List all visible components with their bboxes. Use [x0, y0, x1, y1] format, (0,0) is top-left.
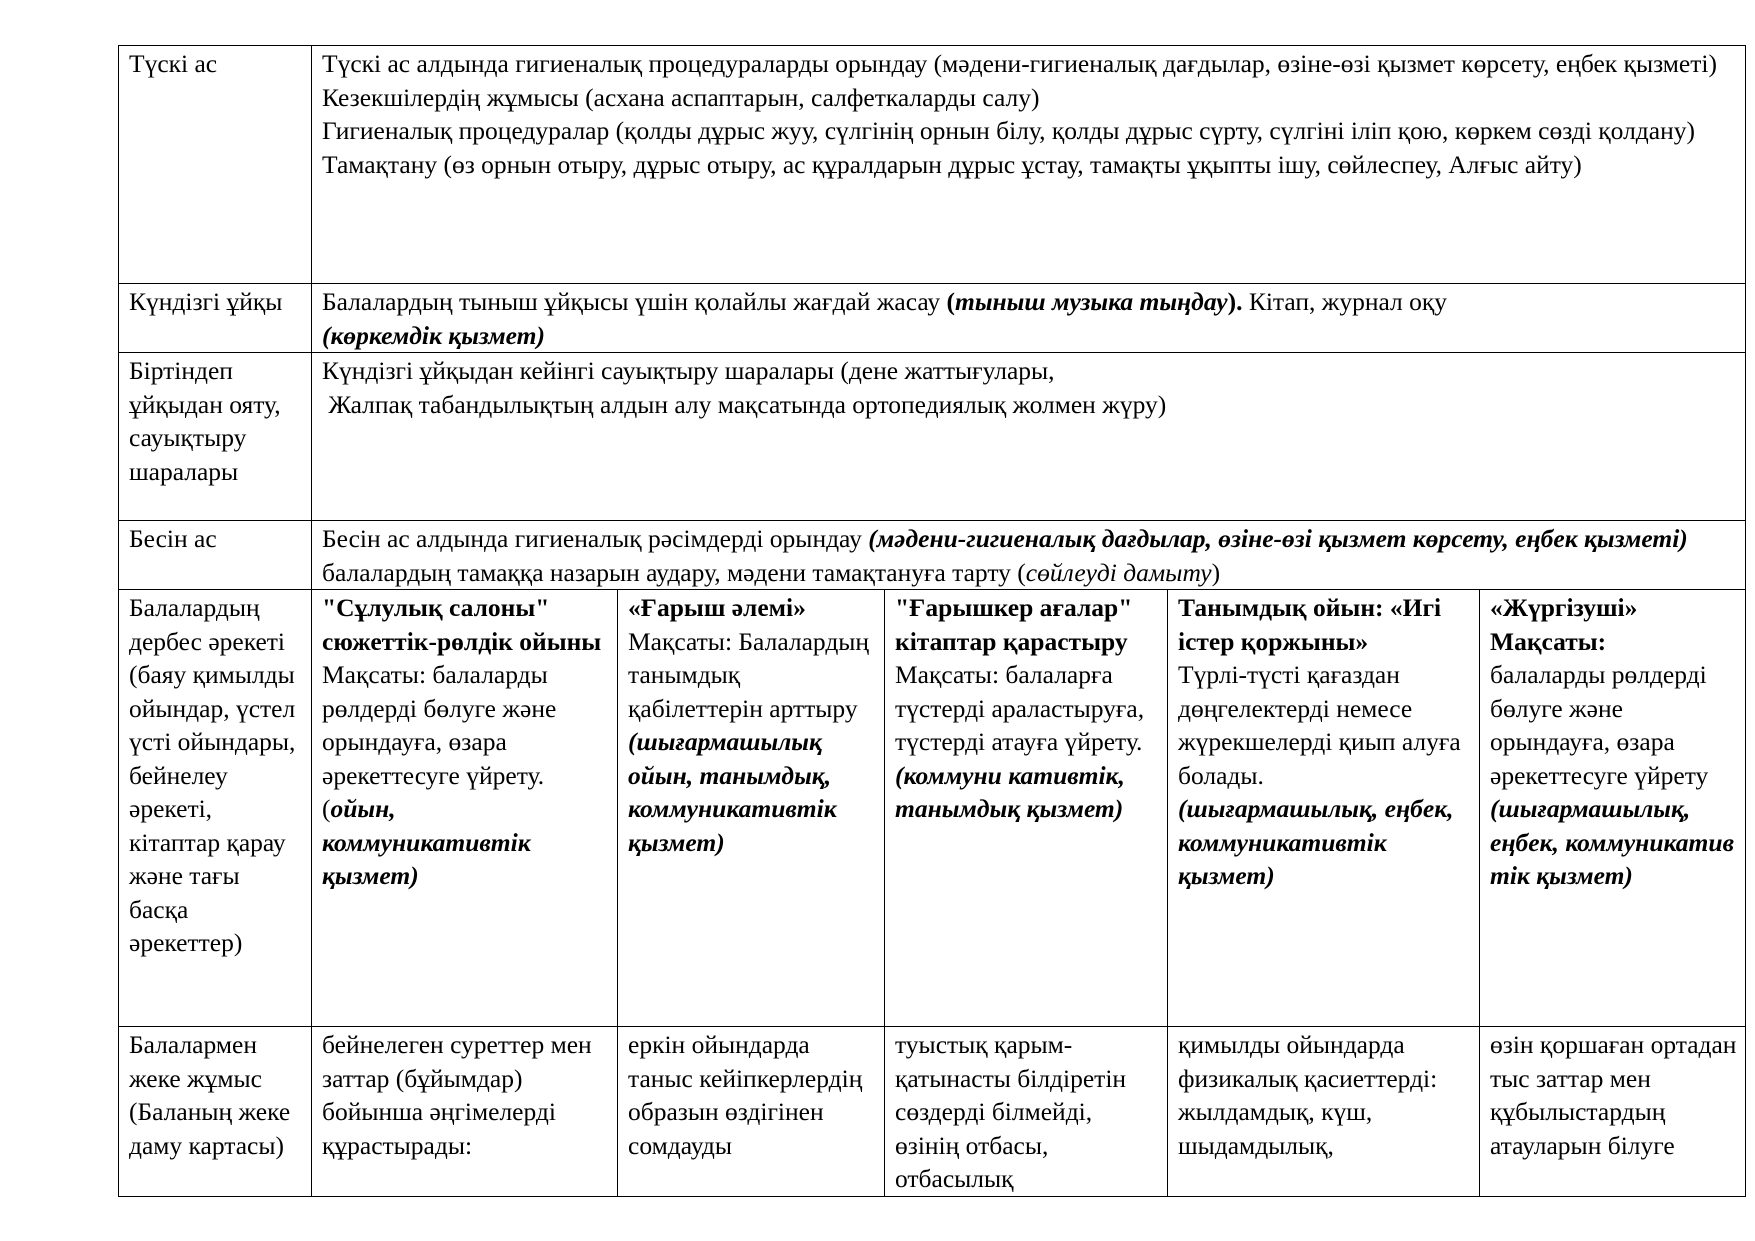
activity-paren-1: ( — [322, 794, 331, 823]
activity-body-1: Мақсаты: балаларды рөлдерді бөлуге және орындауға, өзара әрекеттесуге үйрету. — [322, 660, 557, 790]
activity-body-3: Мақсаты: балаларға түстерді араластыруға, түстерді атауға үйрету. — [895, 660, 1145, 756]
activity-cell-2 — [618, 590, 885, 1027]
activity-title-5: «Жүргізуші» Мақсаты: — [1490, 593, 1638, 656]
activity-tag-3: (коммуни кативтік, танымдық қызмет) — [895, 760, 1125, 823]
schedule-table — [118, 45, 1746, 1197]
row-label-individual: Балалармен жеке жұмыс (Баланың жеке даму картасы) — [119, 1027, 312, 1197]
individual-cell-2: еркін ойындарда таныс кейіпкерлердің образын өздігінен сомдауды — [618, 1027, 885, 1197]
individual-cell-3: туыстық қарым-қатынасты білдіретін сөздерді білмейді, өзінің отбасы, отбасылық — [885, 1027, 1168, 1197]
table-row-lunch — [119, 46, 1746, 284]
activity-title-4: Танымдық ойын: «Игі істер қоржыны» — [1178, 593, 1442, 656]
table-row-nap — [119, 284, 1746, 353]
wake-line-2: Жалпақ табандылықтың алдын алу мақсатында ортопедиялық жолмен жүру) — [322, 389, 1167, 419]
row-label-nap: Күндізгі ұйқы — [119, 284, 312, 353]
activity-body-5: балаларды рөлдерді бөлуге және орындауға, өзара әрекеттесуге үйрету — [1490, 660, 1709, 790]
nap-italic-1: тыныш музыка тыңдау — [955, 287, 1228, 316]
activity-body-2: Мақсаты: Балалардың танымдық қабілеттерін арттыру — [628, 626, 870, 723]
individual-cell-5: өзін қоршаған ортадан тыс заттар мен құбылыстардың атауларын білуге — [1480, 1027, 1746, 1197]
snack-text-1: Бесін ас алдында гигиеналық рәсімдерді орындау — [322, 524, 869, 553]
snack-italic: сөйлеуді дамыту — [1025, 557, 1212, 587]
activity-cell-1 — [312, 590, 618, 1027]
activity-title-3: "Ғарышкер ағалар" кітаптар қарастыру — [895, 593, 1133, 656]
nap-paren-open: ( — [946, 287, 955, 316]
table-row-individual — [119, 1027, 1746, 1197]
wake-line-1: Күндізгі ұйқыдан кейінгі сауықтыру шаралары (дене жаттығулары, — [322, 356, 1055, 385]
activity-tag-4: (шығармашылық, еңбек, коммуникативтік қызмет) — [1178, 794, 1454, 890]
activity-title-1: "Сұлулық салоны" сюжеттік-рөлдік ойыны — [322, 593, 602, 656]
activity-cell-3 — [885, 590, 1168, 1027]
snack-text-3: ) — [1211, 557, 1221, 587]
activity-title-2: «Ғарыш әлемі» — [628, 593, 806, 622]
table-row-wake — [119, 353, 1746, 521]
activity-tag-1: ойын, коммуникативтік қызмет) — [322, 794, 531, 890]
activity-body-4: Түрлі-түсті қағаздан дөңгелектерді немесе жүрекшелерді қиып алуға болады. — [1178, 660, 1461, 790]
row-content-lunch — [312, 46, 1746, 284]
lunch-line-4: Тамақтану (өз орнын отыру, дұрыс отыру, ас құралдарын дұрыс ұстау, тамақты ұқыпты ішу, сөйлеспеу, Алғыс айту) — [322, 149, 1582, 179]
row-label-wake: Біртіндеп ұйқыдан ояту, сауықтыру шаралары — [119, 353, 312, 521]
individual-cell-4: қимылды ойындарда физикалық қасиеттерді: жылдамдық, күш, шыдамдылық, — [1168, 1027, 1480, 1197]
row-label-lunch: Түскі ас — [119, 46, 312, 284]
individual-cell-1: бейнелеген суреттер мен заттар (бұйымдар) бойынша әңгімелерді құрастырады: — [312, 1027, 618, 1197]
activity-tag-5: (шығармашылық, еңбек, коммуникатив тік қызмет) — [1490, 794, 1734, 890]
activity-tag-2: (шығармашылық ойын, танымдық, коммуникативтік қызмет) — [628, 693, 871, 857]
nap-italic-2: (көркемдік қызмет) — [322, 320, 545, 350]
table-row-snack — [119, 521, 1746, 590]
row-label-snack: Бесін ас — [119, 521, 312, 590]
row-content-wake — [312, 353, 1746, 521]
nap-paren-close: ). — [1227, 287, 1243, 316]
row-content-nap — [312, 284, 1746, 353]
snack-bold-italic: (мәдени-гигиеналық дағдылар, өзіне-өзі қызмет көрсету, еңбек қызметі) — [868, 524, 1688, 553]
activity-cell-5 — [1480, 590, 1746, 1027]
nap-text-2: Кітап, журнал оқу — [1242, 287, 1448, 316]
row-label-independent: Балалардың дербес әрекеті (баяу қимылды ойындар, үстел үсті ойындары, бейнелеу әрекеті, кітаптар қарау және тағы басқа әрекеттер) — [119, 590, 312, 1027]
lunch-line-1: Түскі ас алдында гигиеналық процедураларды орындау (мәдени-гигиеналық дағдылар, өзіне-өзі қызмет көрсету, еңбек қызметі) — [322, 49, 1717, 78]
lunch-line-3: Гигиеналық процедуралар (қолды дұрыс жуу, сүлгінің орнын білу, қолды дұрыс сүрту, сүлгіні іліп қою, көркем сөзді қолдану) — [322, 116, 1695, 145]
activity-cell-4 — [1168, 590, 1480, 1027]
table-row-independent — [119, 590, 1746, 1027]
nap-text-1: Балалардың тыныш ұйқысы үшін қолайлы жағдай жасау — [322, 287, 947, 316]
row-content-snack — [312, 521, 1746, 590]
snack-text-2: балалардың тамаққа назарын аудару, мәдени тамақтануға тарту ( — [322, 557, 1026, 587]
lunch-line-2: Кезекшілердің жұмысы (асхана аспаптарын, салфеткаларды салу) — [322, 82, 1040, 112]
